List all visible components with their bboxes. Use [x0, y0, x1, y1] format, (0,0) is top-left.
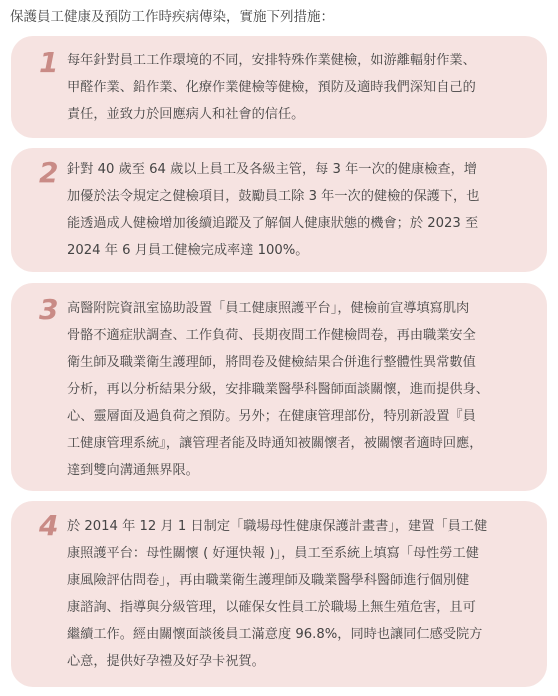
- text-line: 責任，並致力於回應病人和社會的信任。: [67, 107, 305, 122]
- card-text: [67, 295, 525, 484]
- measure-card-3: [11, 283, 547, 491]
- text-line: 甲醛作業、鉛作業、化療作業健檢等健檢，預防及適時我們深知自己的: [67, 80, 476, 95]
- text-line: 加優於法令規定之健檢項目，鼓勵員工除 3 年一次的健檢的保護下，也: [67, 189, 480, 204]
- card-number: 3: [39, 293, 59, 326]
- text-line: 針對 40 歲至 64 歲以上員工及各級主管，每 3 年一次的健康檢查，增: [67, 162, 477, 177]
- text-line: 康諮詢、指導與分級管理，以確保女性員工於職場上無生殖危害，且可: [67, 600, 476, 615]
- card-number: 1: [39, 46, 59, 79]
- card-number: 2: [39, 156, 59, 189]
- text-line: 能透過成人健檢增加後續追蹤及了解個人健康狀態的機會；於 2023 至: [67, 216, 479, 231]
- card-number: 4: [39, 509, 59, 542]
- measure-card-1: [11, 36, 547, 138]
- text-line: 高醫附院資訊室協助設置「員工健康照護平台」，健檢前宣導填寫肌肉: [67, 301, 470, 316]
- text-line: 心、靈層面及過負荷之預防。另外；在健康管理部份，特別新設置『員: [67, 409, 476, 424]
- text-line: 繼續工作。經由關懷面談後員工滿意度 96.8%，同時也讓同仁感受院方: [67, 627, 483, 642]
- text-line: 衛生師及職業衛生護理師，將問卷及健檢結果合併進行整體性異常數值: [67, 355, 476, 370]
- text-line: 於 2014 年 12 月 1 日制定「職場母性健康保護計畫書」，建置「員工健: [67, 519, 488, 534]
- text-line: 工健康管理系統』，讓管理者能及時通知被關懷者，被關懷者適時回應，: [67, 436, 483, 451]
- text-line: 骨骼不適症狀調查、工作負荷、長期夜間工作健檢問卷，再由職業安全: [67, 328, 476, 343]
- measure-card-4: [11, 501, 547, 687]
- card-text: [67, 513, 525, 675]
- card-text: [67, 156, 525, 264]
- text-line: 每年針對員工工作環境的不同，安排特殊作業健檢，如游離輻射作業、: [67, 53, 476, 68]
- measure-card-2: [11, 148, 547, 272]
- text-line: 2024 年 6 月員工健檢完成率達 100%。: [67, 243, 309, 258]
- text-line: 康照護平台：母性關懷 ( 好運快報 )」，員工至系統上填寫「母性勞工健: [67, 546, 479, 561]
- card-text: [67, 47, 525, 128]
- text-line: 分析，再以分析結果分級，安排職業醫學科醫師面談關懷，進而提供身、: [67, 382, 489, 397]
- text-line: 心意，提供好孕禮及好孕卡祝賀。: [67, 654, 265, 669]
- text-line: 達到雙向溝通無界限。: [67, 463, 199, 478]
- text-line: 康風險評估問卷」，再由職業衛生護理師及職業醫學科醫師進行個別健: [67, 573, 470, 588]
- intro-text: 保護員工健康及預防工作時疾病傳染，實施下列措施：: [10, 9, 334, 25]
